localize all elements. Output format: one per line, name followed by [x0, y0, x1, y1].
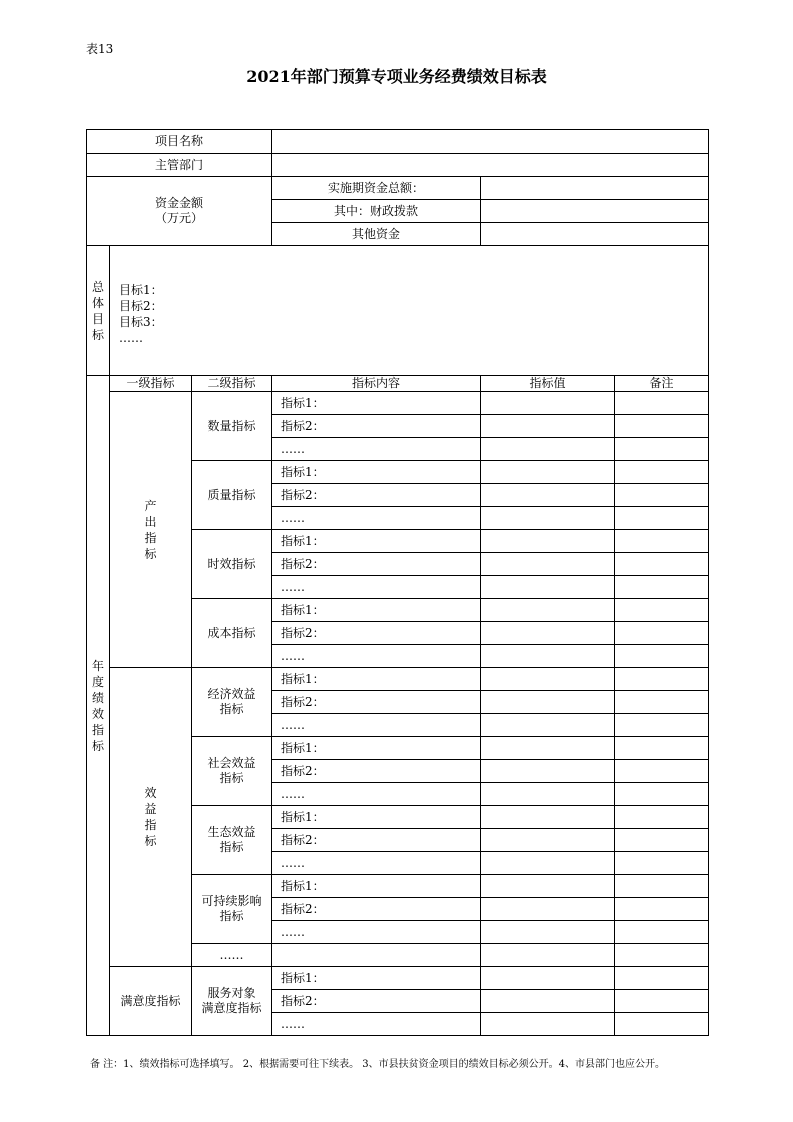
indicator-remark-cell[interactable]	[615, 944, 709, 967]
other-funds-value[interactable]	[481, 223, 709, 246]
department-value[interactable]	[272, 154, 709, 177]
overall-goal-content[interactable]	[110, 246, 709, 376]
indicator-content-cell[interactable]: 指标2：	[272, 622, 481, 645]
indicator-content-cell[interactable]: ……	[272, 645, 481, 668]
indicator-content-cell[interactable]: ……	[272, 576, 481, 599]
indicator-content-cell[interactable]: ……	[272, 714, 481, 737]
indicator-content-cell[interactable]: ……	[272, 507, 481, 530]
indicator-content-cell[interactable]: ……	[272, 783, 481, 806]
indicator-content-cell[interactable]: ……	[272, 921, 481, 944]
project-name-label: 项目名称	[87, 130, 272, 154]
indicator-remark-cell[interactable]	[615, 829, 709, 852]
table-number: 表13	[86, 42, 114, 56]
overall-goal-line: 目标1：	[119, 283, 163, 297]
indicator-content-cell[interactable]: 指标1：	[272, 806, 481, 829]
benefit-sub-indicator	[192, 806, 272, 875]
indicator-remark-cell[interactable]	[615, 553, 709, 576]
annual-indicator-label: 年度绩效指标	[87, 376, 110, 1036]
indicator-value-cell[interactable]	[481, 737, 615, 760]
indicator-content-cell[interactable]: ……	[272, 438, 481, 461]
indicator-remark-cell[interactable]	[615, 438, 709, 461]
indicator-content-cell[interactable]: 指标1：	[272, 392, 481, 415]
indicator-remark-cell[interactable]	[615, 714, 709, 737]
benefit-sub-indicator	[192, 668, 272, 737]
indicator-value-cell[interactable]	[481, 668, 615, 691]
indicator-content-cell[interactable]: 指标2：	[272, 990, 481, 1013]
indicator-remark-cell[interactable]	[615, 760, 709, 783]
indicator-content-cell[interactable]: 指标2：	[272, 415, 481, 438]
page-title: 2021年部门预算专项业务经费绩效目标表	[246, 67, 547, 86]
indicator-remark-cell[interactable]	[615, 576, 709, 599]
indicator-value-cell[interactable]	[481, 944, 615, 967]
overall-goal-line: 目标3：	[119, 315, 163, 329]
indicator-value-cell[interactable]	[481, 392, 615, 415]
project-name-value[interactable]	[272, 130, 709, 154]
indicator-value-cell[interactable]	[481, 599, 615, 622]
indicator-content-cell[interactable]: 指标1：	[272, 599, 481, 622]
indicator-value-cell[interactable]	[481, 484, 615, 507]
indicator-value-cell[interactable]	[481, 760, 615, 783]
indicator-content-cell[interactable]: 指标1：	[272, 875, 481, 898]
indicator-value-cell[interactable]	[481, 622, 615, 645]
indicator-content-cell[interactable]	[272, 944, 481, 967]
fiscal-funds-value[interactable]	[481, 200, 709, 223]
indicator-remark-cell[interactable]	[615, 1013, 709, 1036]
benefit-indicator-label: 效益指标	[110, 668, 192, 967]
indicator-remark-cell[interactable]	[615, 415, 709, 438]
col-header-content: 指标内容	[272, 376, 481, 392]
indicator-value-cell[interactable]	[481, 829, 615, 852]
indicator-content-cell[interactable]: 指标2：	[272, 691, 481, 714]
indicator-content-cell[interactable]: ……	[272, 852, 481, 875]
performance-target-table	[86, 129, 709, 1036]
indicator-remark-cell[interactable]	[615, 668, 709, 691]
output-sub-indicator: 成本指标	[192, 599, 272, 668]
indicator-remark-cell[interactable]	[615, 737, 709, 760]
total-funds-value[interactable]	[481, 177, 709, 200]
benefit-sub-indicator	[192, 875, 272, 944]
indicator-value-cell[interactable]	[481, 530, 615, 553]
group-label-line: 经济效益	[207, 687, 256, 701]
indicator-remark-cell[interactable]	[615, 507, 709, 530]
indicator-remark-cell[interactable]	[615, 484, 709, 507]
output-sub-indicator: 质量指标	[192, 461, 272, 530]
other-funds-label: 其他资金	[272, 223, 481, 246]
indicator-remark-cell[interactable]	[615, 691, 709, 714]
indicator-content-cell[interactable]: 指标2：	[272, 829, 481, 852]
indicator-content-cell[interactable]: 指标1：	[272, 461, 481, 484]
indicator-value-cell[interactable]	[481, 553, 615, 576]
indicator-remark-cell[interactable]	[615, 645, 709, 668]
fiscal-funds-label: 其中：财政拨款	[272, 200, 481, 223]
indicator-remark-cell[interactable]	[615, 967, 709, 990]
satisfaction-sub-indicator	[192, 967, 272, 1036]
indicator-content-cell[interactable]: 指标2：	[272, 484, 481, 507]
total-funds-label: 实施期资金总额：	[272, 177, 481, 200]
indicator-value-cell[interactable]	[481, 461, 615, 484]
indicator-value-cell[interactable]	[481, 507, 615, 530]
col-header-level1: 一级指标	[110, 376, 192, 392]
group-label-line: 生态效益	[207, 825, 256, 839]
indicator-content-cell[interactable]: 指标1：	[272, 668, 481, 691]
group-label-line: 可持续影响	[201, 894, 262, 908]
indicator-remark-cell[interactable]	[615, 783, 709, 806]
overall-goal-label: 总体目标	[87, 246, 110, 376]
indicator-value-cell[interactable]	[481, 990, 615, 1013]
indicator-content-cell[interactable]: 指标2：	[272, 553, 481, 576]
indicator-value-cell[interactable]	[481, 714, 615, 737]
indicator-remark-cell[interactable]	[615, 875, 709, 898]
indicator-content-cell[interactable]: 指标2：	[272, 898, 481, 921]
indicator-remark-cell[interactable]	[615, 392, 709, 415]
funds-label-line1: 资金金额	[155, 196, 204, 210]
indicator-value-cell[interactable]	[481, 806, 615, 829]
indicator-remark-cell[interactable]	[615, 921, 709, 944]
indicator-remark-cell[interactable]	[615, 852, 709, 875]
footnote: 备 注：1、绩效指标可选择填写。 2、根据需要可往下续表。 3、市县扶贫资金项目的绩效目标必须公开。4、市县部门也应公开。	[90, 1059, 665, 1070]
overall-goal-line: 目标2：	[119, 299, 163, 313]
indicator-value-cell[interactable]	[481, 783, 615, 806]
indicator-remark-cell[interactable]	[615, 898, 709, 921]
indicator-value-cell[interactable]	[481, 438, 615, 461]
indicator-content-cell[interactable]: ……	[272, 1013, 481, 1036]
benefit-sub-indicator	[192, 737, 272, 806]
indicator-remark-cell[interactable]	[615, 990, 709, 1013]
satisfaction-indicator-label: 满意度指标	[110, 967, 192, 1036]
indicator-content-cell[interactable]: 指标1：	[272, 737, 481, 760]
indicator-value-cell[interactable]	[481, 415, 615, 438]
group-label-line: 指标	[219, 771, 244, 785]
group-label-line: 指标	[219, 702, 244, 716]
indicator-value-cell[interactable]	[481, 1013, 615, 1036]
indicator-content-cell[interactable]: 指标2：	[272, 760, 481, 783]
overall-goal-line: ……	[119, 331, 143, 345]
indicator-remark-cell[interactable]	[615, 599, 709, 622]
output-indicator-label: 产出指标	[110, 392, 192, 668]
funds-label	[87, 177, 272, 246]
col-header-level2: 二级指标	[192, 376, 272, 392]
funds-label-line2: （万元）	[155, 211, 204, 225]
indicator-value-cell[interactable]	[481, 852, 615, 875]
output-sub-indicator: 时效指标	[192, 530, 272, 599]
indicator-value-cell[interactable]	[481, 645, 615, 668]
indicator-content-cell[interactable]: 指标1：	[272, 967, 481, 990]
indicator-value-cell[interactable]	[481, 921, 615, 944]
group-label-line: 指标	[219, 840, 244, 854]
indicator-value-cell[interactable]	[481, 691, 615, 714]
group-label-line: 社会效益	[207, 756, 256, 770]
col-header-remark: 备注	[615, 376, 709, 392]
col-header-value: 指标值	[481, 376, 615, 392]
output-sub-indicator: 数量指标	[192, 392, 272, 461]
indicator-remark-cell[interactable]	[615, 530, 709, 553]
indicator-remark-cell[interactable]	[615, 806, 709, 829]
indicator-value-cell[interactable]	[481, 875, 615, 898]
indicator-value-cell[interactable]	[481, 898, 615, 921]
indicator-remark-cell[interactable]	[615, 622, 709, 645]
indicator-remark-cell[interactable]	[615, 461, 709, 484]
group-label-line: 指标	[219, 909, 244, 923]
group-label-line: 服务对象	[207, 986, 256, 1000]
indicator-value-cell[interactable]	[481, 967, 615, 990]
indicator-value-cell[interactable]	[481, 576, 615, 599]
indicator-content-cell[interactable]: 指标1：	[272, 530, 481, 553]
benefit-more-indicator: ……	[192, 944, 272, 967]
group-label-line: 满意度指标	[201, 1001, 262, 1015]
department-label: 主管部门	[87, 154, 272, 177]
